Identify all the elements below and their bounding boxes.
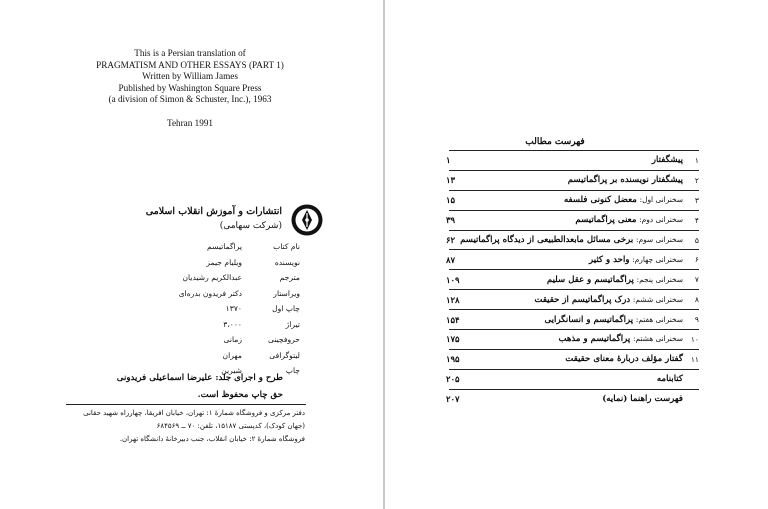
toc-entry-title: گفتار مؤلف دربارهٔ معنای حقیقت — [565, 354, 683, 365]
toc-entry-title: پراگماتیسم و انسانگرایی — [544, 314, 634, 325]
colophon-value: مهران — [222, 350, 242, 360]
address-divider — [66, 404, 306, 405]
toc-entry-page: ۱۰۹ — [446, 274, 460, 285]
toc-entry-number: ۳ — [694, 195, 699, 205]
toc-entry-title: معنی پراگماتیسم — [575, 215, 637, 226]
colophon-label: مترجم — [279, 273, 300, 283]
toc-entry — [446, 310, 699, 330]
colophon-value: ۳،۰۰۰ — [223, 319, 242, 329]
colophon-row — [120, 332, 300, 348]
colophon-row — [120, 317, 300, 333]
toc-entry — [446, 151, 699, 171]
toc-entry-title: کتابنامه — [656, 374, 683, 385]
toc-entry — [446, 270, 699, 290]
toc-entry-number: ۵ — [694, 235, 699, 245]
colophon-value: ۱۳۷۰ — [225, 304, 242, 314]
english-line: Written by William James — [142, 71, 238, 82]
toc-title: فهرست مطالب — [525, 137, 585, 147]
toc-entry-number: ۸ — [694, 295, 699, 305]
toc-entry-title: پیشگفتار نویسنده بر پراگماتیسم — [567, 175, 683, 186]
toc-entry — [446, 390, 699, 409]
toc-entry-label: سخنرانی اول: — [639, 195, 683, 205]
colophon-label: نام کتاب — [273, 242, 300, 252]
left-page — [0, 0, 383, 509]
toc-entry-label: سخنرانی چهارم: — [632, 254, 683, 264]
toc-entry-number: ۱ — [694, 155, 699, 165]
english-credits — [40, 48, 340, 130]
colophon-row — [120, 239, 300, 255]
english-city-year: Tehran 1991 — [166, 117, 214, 128]
publisher-subtitle: (شرکت سهامی) — [219, 221, 282, 231]
toc-entry-title: درک پراگماتیسم از حقیقت — [534, 294, 631, 305]
table-of-contents — [446, 151, 699, 409]
toc-entry-page: ۸۷ — [446, 254, 455, 265]
publisher-block — [60, 203, 324, 239]
toc-entry — [446, 171, 699, 191]
toc-entry-page: ۱۳ — [446, 175, 455, 186]
colophon-value: ویلیام جیمز — [206, 257, 242, 267]
toc-entry-title: پراگماتیسم و مذهب — [558, 334, 631, 345]
toc-entry-page: ۱۷۵ — [446, 334, 460, 345]
colophon-row — [120, 348, 300, 364]
colophon-label: تیراژ — [285, 319, 300, 329]
toc-entry-title: پیشگفتار — [651, 155, 683, 166]
toc-entry-label: سخنرانی دوم: — [639, 215, 683, 225]
cover-design-credit: طرح و اجرای جلد: علیرضا اسماعیلی فریدونی — [116, 373, 283, 383]
toc-entry-number: ۲ — [694, 175, 699, 185]
toc-entry-label: سخنرانی سوم: — [636, 235, 683, 244]
toc-entry-page: ۱ — [446, 155, 451, 166]
toc-entry-label: سخنرانی پنجم: — [636, 274, 683, 284]
colophon-label: نویسنده — [274, 257, 300, 267]
toc-entry-page: ۳۹ — [446, 215, 455, 226]
toc-entry-number: ۴ — [694, 215, 699, 225]
colophon-label: ویراستار — [273, 288, 300, 298]
colophon-row — [120, 286, 300, 302]
toc-entry-number: ۶ — [694, 255, 699, 265]
colophon-row — [120, 255, 300, 271]
toc-entry — [446, 211, 699, 231]
english-line: (a division of Simon & Schuster, Inc.), 1963 — [108, 94, 272, 105]
copyright-notice: حق چاپ محفوظ است. — [197, 390, 283, 400]
colophon-value: زمانی — [223, 335, 242, 345]
toc-entry-number: ۱۱ — [690, 354, 699, 364]
colophon-row — [120, 301, 300, 317]
english-line: This is a Persian translation of — [134, 48, 246, 58]
toc-entry-number: ۷ — [694, 275, 699, 285]
colophon-value: عبدالکریم رشیدیان — [182, 273, 242, 283]
english-line: Published by Washington Square Press — [118, 82, 262, 93]
toc-entry — [446, 231, 699, 251]
fountain-pen-emblem-icon — [290, 203, 324, 237]
colophon-value: پراگماتیسم — [207, 242, 242, 252]
toc-entry-title: پراگماتیسم و عقل سلیم — [546, 274, 634, 285]
address-line: فروشگاه شمارهٔ ۲: خیابان انقلاب، جنب دبیرخانهٔ دانشگاه تهران. — [119, 435, 305, 443]
toc-entry-page: ۲۰۷ — [446, 394, 460, 405]
toc-entry-label: سخنرانی هشتم: — [632, 334, 683, 344]
toc-entry — [446, 191, 699, 211]
toc-entry — [446, 330, 699, 350]
colophon-label: چاپ — [285, 366, 300, 376]
toc-entry-page: ۶۲ — [446, 235, 455, 245]
toc-entry-page: ۱۲۸ — [446, 294, 460, 305]
colophon-label: حروفچینی — [268, 335, 300, 345]
colophon — [120, 239, 300, 379]
toc-entry-label: سخنرانی هفتم: — [635, 314, 683, 324]
right-page — [385, 0, 768, 509]
address-line: (جهان کودک)، کدپستی ۱۵۱۸۷، تلفن: ۷۰ ــ ۶۸۴۵۶۹ — [156, 422, 305, 430]
address-line: دفتر مرکزی و فروشگاه شمارهٔ ۱: تهران، خیابان افریقا، چهارراه شهید حقانی — [83, 409, 305, 417]
toc-entry-title: واحد و کثیر — [588, 254, 630, 265]
toc-entry — [446, 290, 699, 310]
colophon-value: شیرین — [221, 366, 242, 376]
toc-entry-title: برخی مسائل مابعدالطبیعی از دیدگاه پراگماتیسم — [460, 235, 634, 245]
toc-entry-number: ۱۰ — [690, 334, 699, 344]
colophon-row — [120, 270, 300, 286]
toc-entry — [446, 350, 699, 370]
toc-entry-page: ۱۵۴ — [446, 314, 460, 325]
english-line: PRAGMATISM AND OTHER ESSAYS (PART 1) — [96, 59, 284, 70]
toc-entry-label: سخنرانی ششم: — [632, 294, 683, 304]
colophon-label: چاپ اول — [272, 304, 300, 314]
toc-entry-page: ۱۵ — [446, 195, 455, 206]
colophon-value: دکتر فریدون بدره‌ای — [178, 288, 242, 298]
colophon-label: لیتوگرافی — [269, 350, 300, 360]
toc-entry-page: ۲۰۵ — [446, 374, 460, 385]
publisher-name: انتشارات و آموزش انقلاب اسلامی — [145, 206, 282, 217]
toc-entry-number: ۹ — [694, 315, 699, 325]
toc-entry — [446, 250, 699, 270]
toc-entry — [446, 370, 699, 390]
toc-entry-title: معضل کنونی فلسفه — [563, 195, 637, 206]
toc-entry-title: فهرست راهنما (نمایه) — [602, 394, 683, 405]
toc-entry-page: ۱۹۵ — [446, 354, 460, 365]
